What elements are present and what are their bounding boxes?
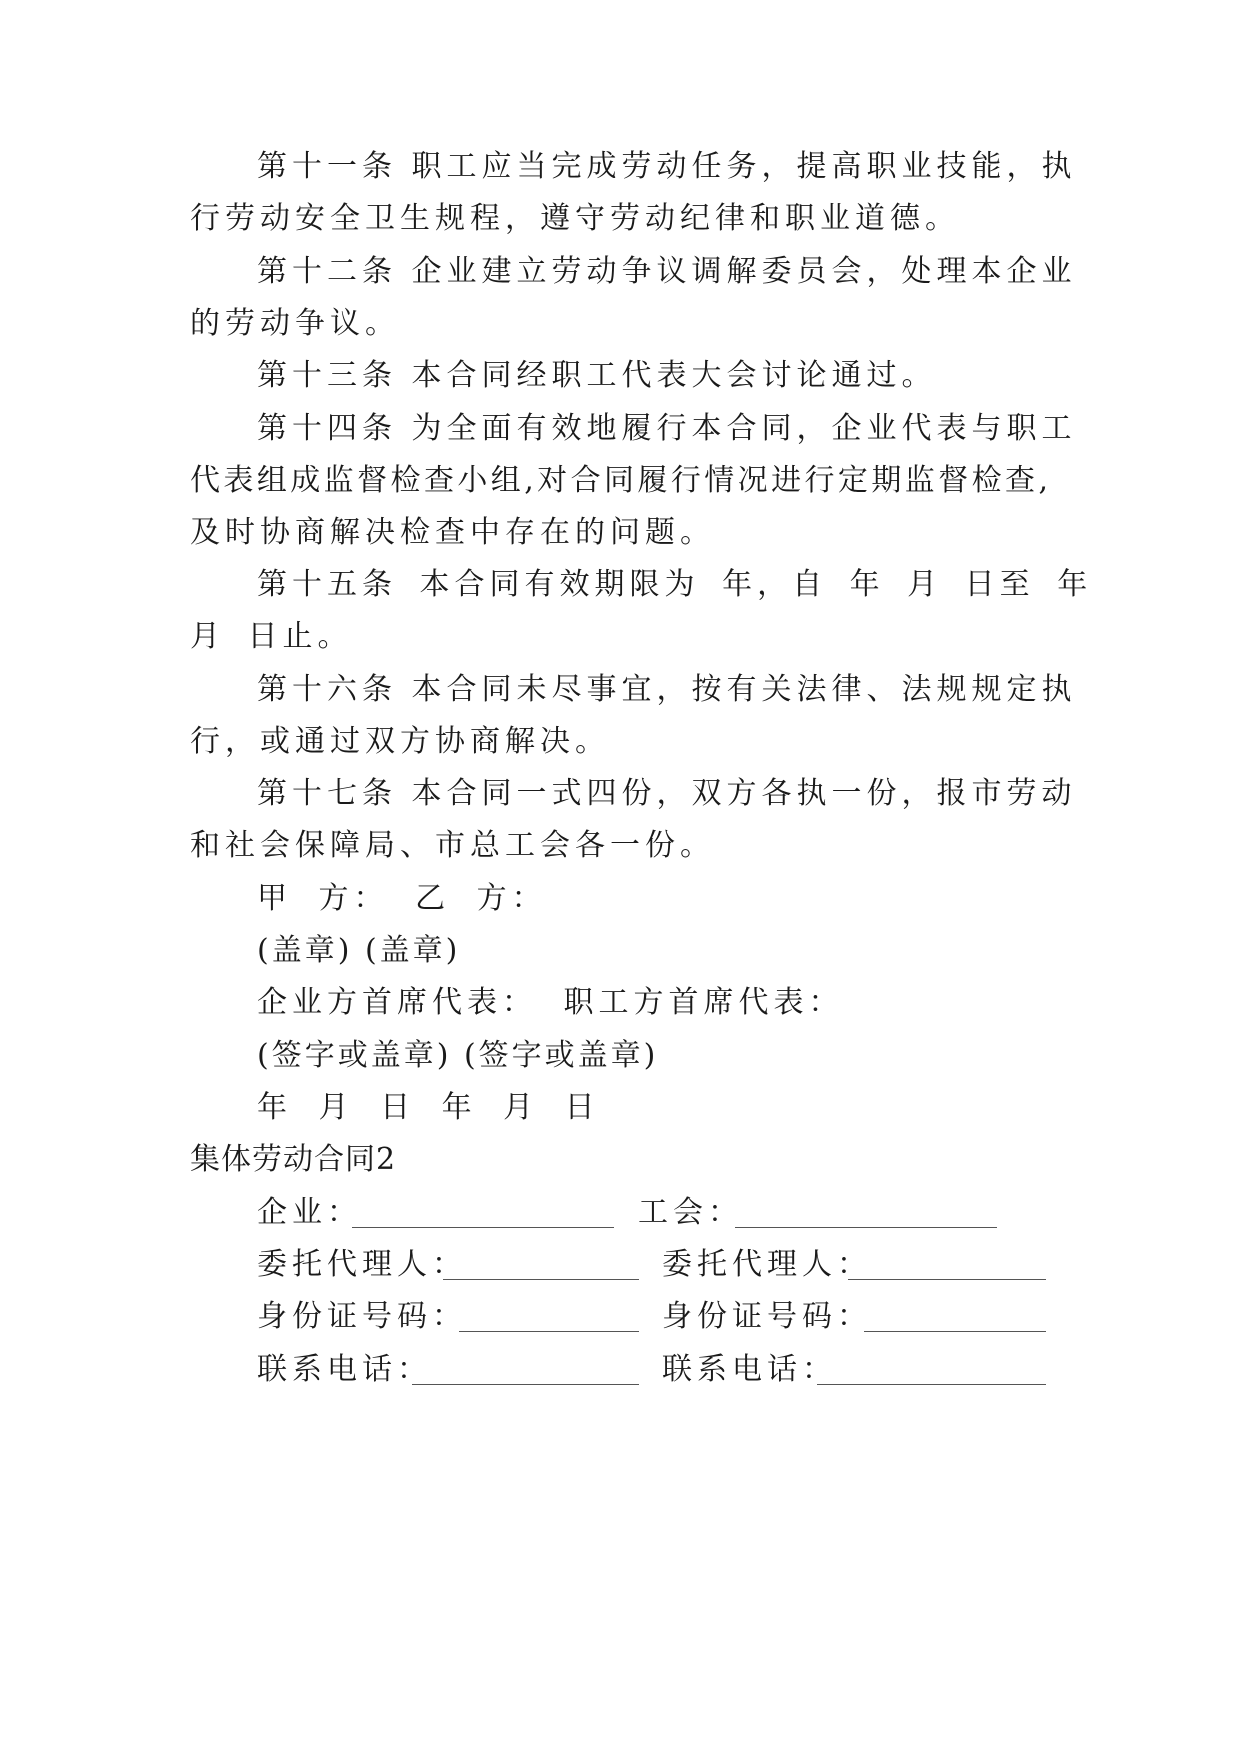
article-14-line-1: 第十四条 为全面有效地履行本合同，企业代表与职工 xyxy=(257,411,1077,446)
article-15-line-2: 月 日止。 xyxy=(190,619,353,654)
enterprise-blank[interactable] xyxy=(352,1227,614,1228)
agent-left-label: 委托代理人： xyxy=(257,1247,467,1282)
article-16-line-2: 行，或通过双方协商解决。 xyxy=(190,724,610,759)
signature-sign: (签字或盖章) (签字或盖章) xyxy=(257,1038,659,1073)
article-12-line-1: 第十二条 企业建立劳动争议调解委员会，处理本企业 xyxy=(257,254,1077,289)
union-blank[interactable] xyxy=(735,1227,997,1228)
union-label: 工会： xyxy=(638,1195,743,1230)
article-12-line-2: 的劳动争议。 xyxy=(190,306,400,341)
id-left-blank[interactable] xyxy=(459,1331,639,1332)
article-16-line-1: 第十六条 本合同未尽事宜，按有关法律、法规规定执 xyxy=(257,672,1077,707)
phone-left-label: 联系电话： xyxy=(257,1352,432,1387)
article-17-line-2: 和社会保障局、市总工会各一份。 xyxy=(190,828,715,863)
article-14-line-2: 代表组成监督检查小组,对合同履行情况进行定期监督检查, xyxy=(190,463,1050,498)
phone-right-label: 联系电话： xyxy=(662,1352,837,1387)
article-15-line-1: 第十五条 本合同有效期限为 年，自 年 月 日至 年 xyxy=(257,567,1093,602)
enterprise-label: 企业： xyxy=(257,1195,362,1230)
id-right-label: 身份证号码： xyxy=(662,1299,872,1334)
article-11-line-2: 行劳动安全卫生规程，遵守劳动纪律和职业道德。 xyxy=(190,201,960,236)
signature-dates: 年 月 日 年 月 日 xyxy=(257,1090,600,1125)
article-13-line-1: 第十三条 本合同经职工代表大会讨论通过。 xyxy=(257,358,937,393)
signature-representatives: 企业方首席代表： 职工方首席代表： xyxy=(257,985,844,1020)
signature-seals: (盖章) (盖章) xyxy=(257,933,461,968)
article-14-line-3: 及时协商解决检查中存在的问题。 xyxy=(190,515,715,550)
article-11-line-1: 第十一条 职工应当完成劳动任务，提高职业技能，执 xyxy=(257,149,1077,184)
agent-left-blank[interactable] xyxy=(443,1279,639,1280)
id-right-blank[interactable] xyxy=(864,1331,1046,1332)
phone-left-blank[interactable] xyxy=(412,1384,639,1385)
phone-right-blank[interactable] xyxy=(817,1384,1046,1385)
section-heading: 集体劳动合同2 xyxy=(190,1142,397,1177)
id-left-label: 身份证号码： xyxy=(257,1299,467,1334)
agent-right-label: 委托代理人： xyxy=(662,1247,872,1282)
agent-right-blank[interactable] xyxy=(848,1279,1046,1280)
signature-parties: 甲 方： 乙 方： xyxy=(257,881,547,916)
article-17-line-1: 第十七条 本合同一式四份，双方各执一份，报市劳动 xyxy=(257,776,1077,811)
